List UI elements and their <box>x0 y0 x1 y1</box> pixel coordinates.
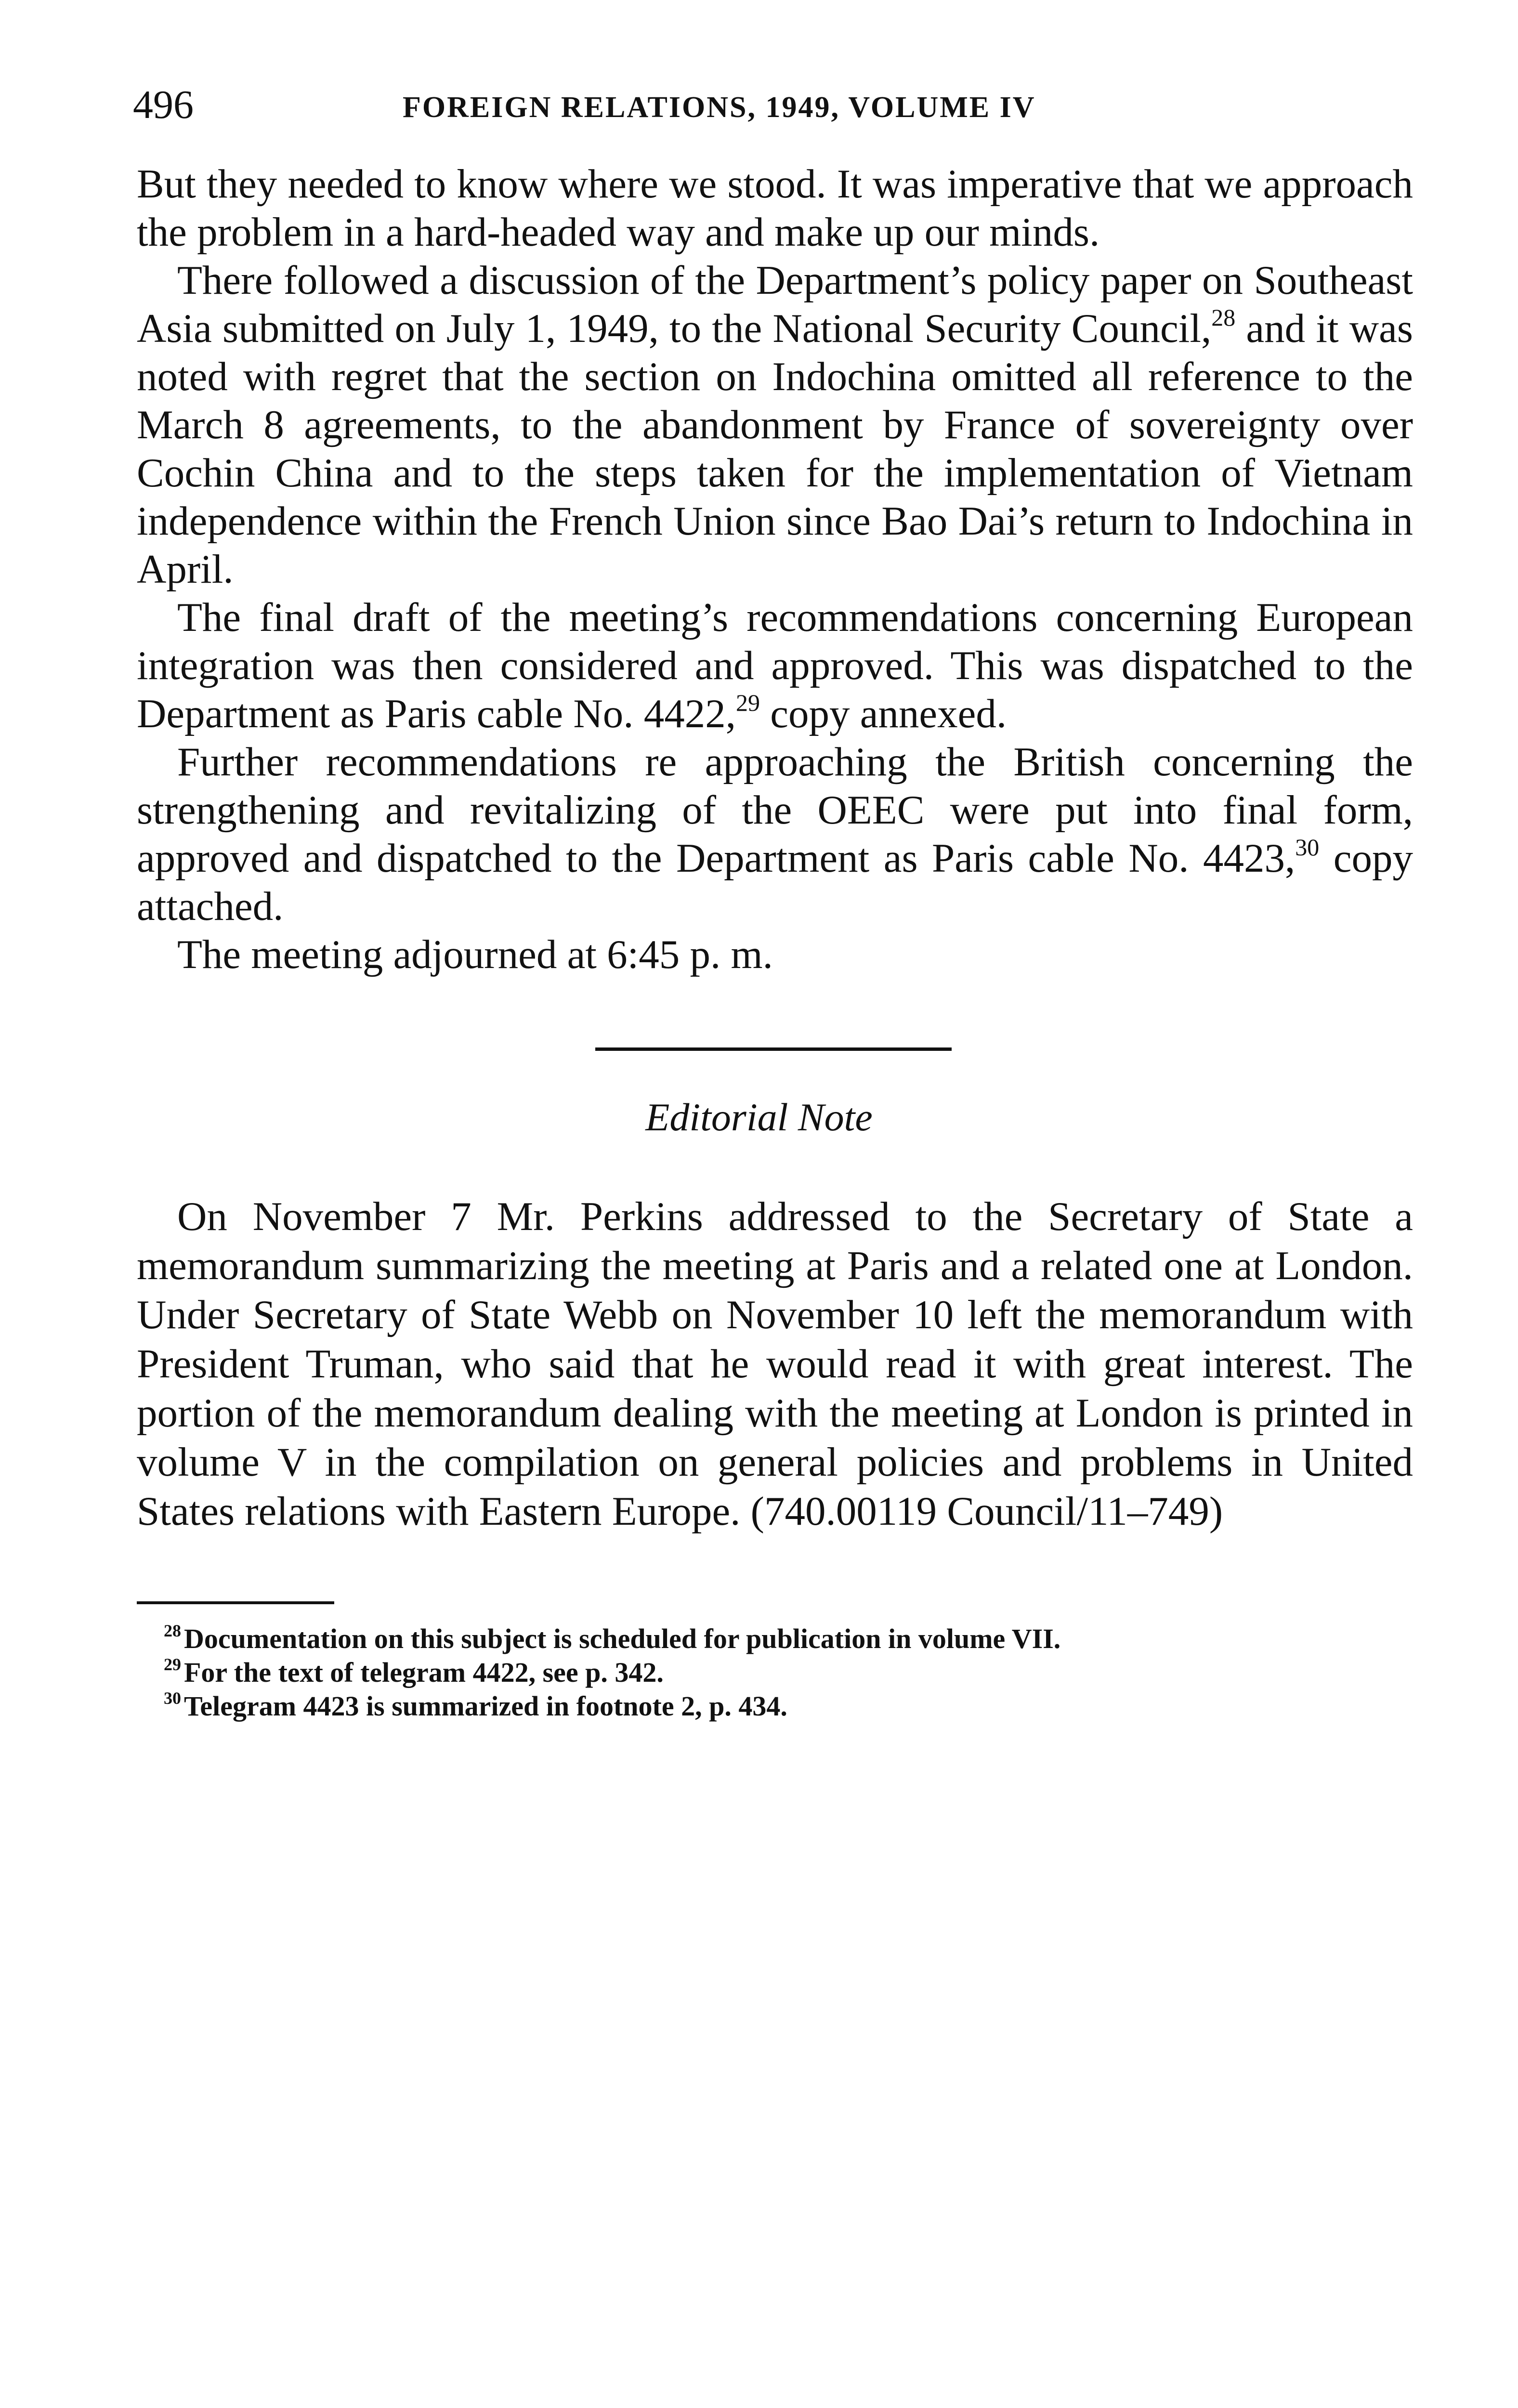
paragraph-3 <box>137 593 1413 738</box>
running-head: FOREIGN RELATIONS, 1949, VOLUME IV <box>403 91 1036 124</box>
paragraph-3-text-b: copy annexed. <box>759 691 1007 736</box>
paragraph-4-text-b: copy attached. <box>137 836 1413 929</box>
footnote-text: Documentation on this subject is scheduled for publication in volume VII. <box>184 1623 1061 1654</box>
footnotes <box>164 1622 1416 1723</box>
editorial-note-paragraph: On November 7 Mr. Perkins addressed to the Secretary of State a memorandum summarizing the meeting at Paris and a related one at London. Under Secretary of State Webb on November 10 left the memorandum with President Truman, who said that he would read it with great interest. The portion of the memorandum dealing with the meeting at London is printed in volume V in the compilation on general policies and problems in United States relations with Eastern Europe. (740.00119 Council/11–749) <box>137 1194 1413 1534</box>
paragraph-2-text-a: There followed a discussion of the Department’s policy paper on Southeast Asia submitted on July 1, 1949, to the National Security Council, <box>137 258 1413 351</box>
paragraph-4-text-a: Further recommendations re approaching the British concerning the strengthening and revitalizing of the OEEC were put into final form, approved and dispatched to the Department as Paris cable No. 4423, <box>137 739 1413 881</box>
footnote-number: 29 <box>164 1655 181 1674</box>
paragraph-2 <box>137 256 1413 593</box>
footnote-ref-30: 30 <box>1295 834 1320 861</box>
footnote-28 <box>164 1622 1416 1656</box>
footnote-divider <box>137 1601 334 1604</box>
footnote-number: 28 <box>164 1621 181 1640</box>
paragraph-1: But they needed to know where we stood. It was imperative that we approach the problem in a hard-headed way and make up our minds. <box>137 161 1413 255</box>
section-divider <box>595 1047 952 1051</box>
footnote-text: For the text of telegram 4422, see p. 342. <box>184 1657 664 1688</box>
footnote-29 <box>164 1656 1416 1689</box>
footnote-ref-29: 29 <box>735 689 760 716</box>
paragraph-2-text-b: and it was noted with regret that the section on Indochina omitted all reference to the March 8 agreements, to the abandonment by France of sovereignty over Cochin China and to the steps taken for the implementation of Vietnam independence within the French Union since Bao Dai’s return to Indochina in April. <box>137 306 1413 592</box>
editorial-note-body <box>137 1192 1413 1536</box>
footnote-number: 30 <box>164 1688 181 1708</box>
footnote-30 <box>164 1689 1416 1723</box>
paragraph-4 <box>137 738 1413 930</box>
main-text <box>137 160 1413 979</box>
paragraph-5: The meeting adjourned at 6:45 p. m. <box>177 932 773 977</box>
page-header <box>133 81 1414 129</box>
editorial-note-title: Editorial Note <box>645 1095 873 1139</box>
paragraph-3-text-a: The final draft of the meeting’s recommendations concerning European integration was then considered and approved. This was dispatched to the Department as Paris cable No. 4422, <box>137 595 1413 736</box>
page-number: 496 <box>133 82 194 127</box>
footnote-text: Telegram 4423 is summarized in footnote 2, p. 434. <box>184 1690 787 1722</box>
footnote-ref-28: 28 <box>1211 304 1236 331</box>
